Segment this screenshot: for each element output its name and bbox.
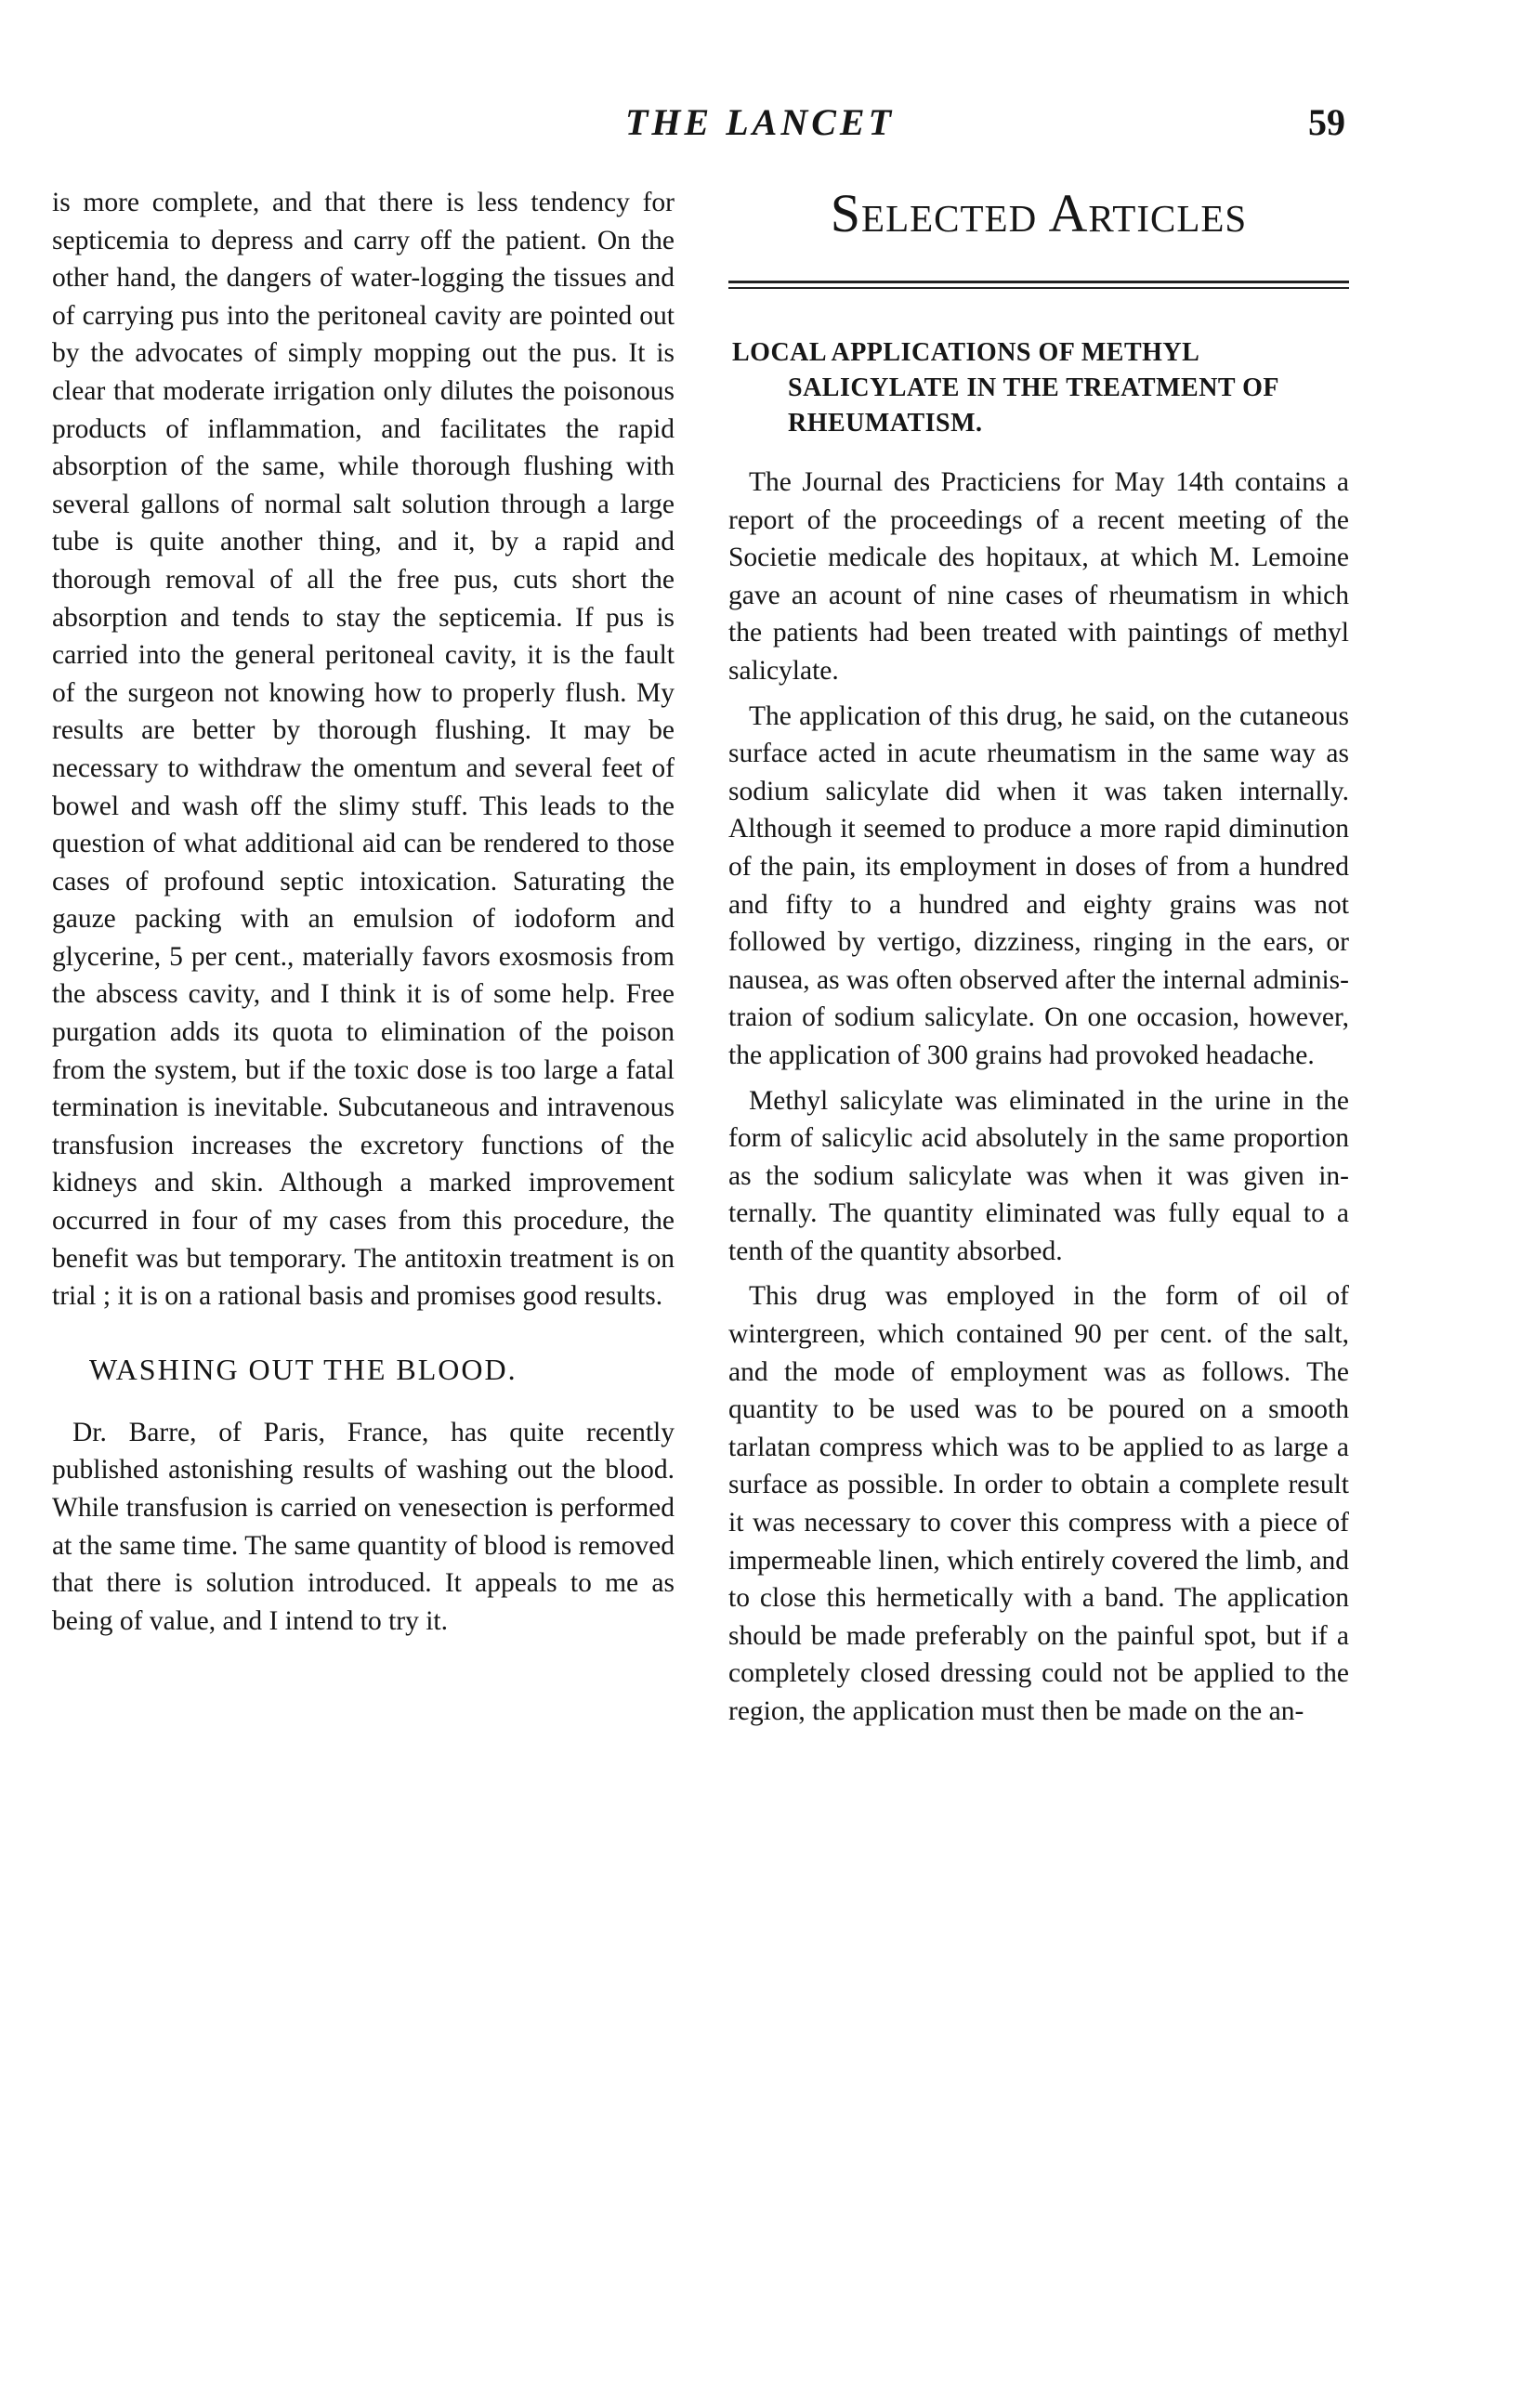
washing-out-the-blood-heading: WASHING OUT THE BLOOD. (89, 1352, 518, 1386)
article-title: LOCAL APPLICATIONS OF METHYL SALICYLATE IN THE TREATMENT OF RHEUMATISM. (732, 338, 1278, 438)
right-paragraph-4: This drug was employed in the form of oil of wintergreen, which contained 90 per cent. of the salt, and the mode of employment was as follows. The quantity to be used was to be poured on a smooth tarlatan compress which was to be applied to as large a surface as possible. In order to obtain a complete result it was necessary to cover this compress with a piece of impermeable linen, which entirely covered the limb, and to close this hermetically with a band. The application should be made preferably on the painful spot, but if a completely closed dressing could not be applied to the region, the application must then be made on the an- (728, 1281, 1349, 1726)
selected-articles-heading: Selected Articles (830, 183, 1248, 243)
right-paragraph-3: Methyl salicylate was eliminated in the urine in the form of salicylic acid absolutely in the same proportion as the sodium salicylate was when it was given internally. The quantity eliminated was fully equal to a tenth of the quantity absorbed. (728, 1085, 1349, 1266)
left-column (52, 184, 675, 1640)
right-column (728, 184, 1349, 1731)
page-number: 59 (1308, 101, 1345, 143)
right-paragraph-2: The application of this drug, he said, on the cutaneous surface acted in acute rheumatism in the same way as sodium salicylate did when it was taken internally. Although it seemed to produce a more rapid diminution of the pain, its employment in doses of from a hundred and fifty to a hundred and eighty grains was not followed by vertigo, dizziness, ringing in the ears, or nausea, as was often observed after the internal administraion of sodium salicylate. On one occasion, however, the application of 300 grains had provoked headache. (728, 700, 1349, 1070)
double-rule-divider (728, 281, 1349, 289)
right-paragraph-1: The Journal des Practiciens for May 14th contains a report of the proceedings of a recent meeting of the Societie medicale des hopitaux, at which M. Lemoine gave an acount of nine cases of rheumatism in which the patients had been treated with paintings of methyl salicylate. (728, 467, 1349, 686)
left-paragraph-1: is more complete, and that there is less tendency for septicemia to depress and carry off the patient. On the other hand, the dangers of water-logging the tissues and of carrying pus into the peritoneal cavity are pointed out by the advocates of simply mopping out the pus. It is clear that moderate irrigation only dilutes the poisonous products of inflammation, and facilitates the rapid absorption of the same, while thorough flushing with several gallons of normal salt solution through a large tube is quite another thing, and it, by a rapid and thorough removal of all the free pus, cuts short the absorption and tends to stay the septicemia. If pus is carried into the general peritoneal cavity, it is the fault of the surgeon not knowing how to properly flush. My results are better by thorough flushing. It may be necessary to withdraw the omentum and several feet of bowel and wash off the slimy stuff. This leads to the question of what additional aid can be rendered to those cases of profound septic intoxication. Saturating the gauze packing with an emulsion of iodoform and glycerine, 5 per cent., materially favors exosmosis from the abscess cavity, and I think it is of some help. Free purgation adds its quota to elimination of the poison from the system, but if the toxic dose is too large a fatal termination is inevitable. Subcutaneous and intravenous transfusion increases the excretory functions of the kidneys and skin. Although a marked improvement occurred in four of my cases from this procedure, the benefit was but temporary. The antitoxin treatment is on trial ; it is on a rational basis and promises good results. (52, 188, 675, 1312)
journal-title: THE LANCET (624, 101, 896, 143)
left-paragraph-2: Dr. Barre, of Paris, France, has quite recently published astonishing results of washing out the blood. While transfusion is carried on venesection is performed at the same time. The same quantity of blood is removed that there is solution introduced. It appeals to me as being of value, and I intend to try it. (52, 1417, 675, 1636)
running-head (0, 100, 1520, 156)
